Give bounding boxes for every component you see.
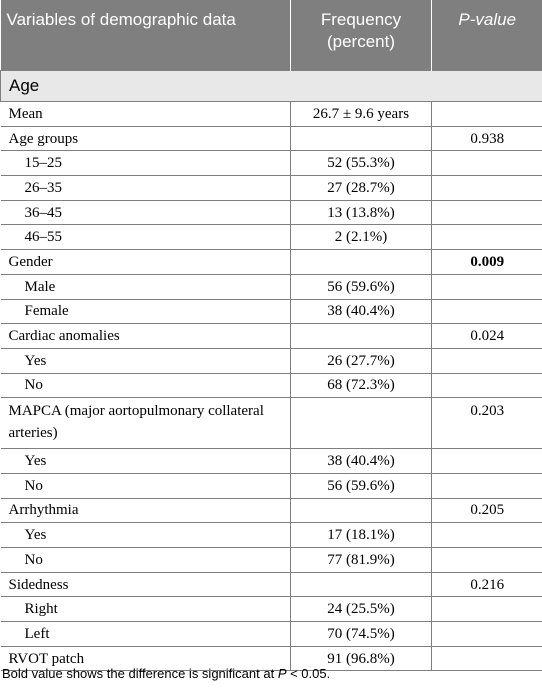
row-frequency — [291, 324, 432, 349]
footnote-text: Bold value shows the difference is significant at P < 0.05. — [2, 666, 331, 681]
row-frequency: 77 (81.9%) — [291, 548, 432, 573]
table-row — [1, 126, 542, 151]
row-frequency — [291, 498, 432, 523]
row-p-value — [432, 274, 542, 299]
row-p-value — [432, 151, 542, 176]
row-label: Sidedness — [1, 572, 291, 597]
row-label: 46–55 — [1, 225, 291, 250]
row-p-value — [432, 449, 542, 474]
row-p-value: 0.205 — [432, 498, 542, 523]
table-header-row — [1, 0, 542, 71]
table-row — [1, 274, 542, 299]
row-label: Yes — [1, 348, 291, 373]
row-frequency: 70 (74.5%) — [291, 622, 432, 647]
table-row — [1, 250, 542, 275]
row-p-value — [432, 646, 542, 671]
row-label: No — [1, 473, 291, 498]
row-label: No — [1, 373, 291, 398]
row-label: No — [1, 548, 291, 573]
row-p-value: 0.216 — [432, 572, 542, 597]
table-row — [1, 176, 542, 201]
row-p-value: 0.938 — [432, 126, 542, 151]
row-frequency: 26.7 ± 9.6 years — [291, 102, 432, 127]
row-p-value — [432, 373, 542, 398]
row-p-value — [432, 299, 542, 324]
row-p-value — [432, 225, 542, 250]
row-frequency: 13 (13.8%) — [291, 200, 432, 225]
row-label: Yes — [1, 449, 291, 474]
row-label: 15–25 — [1, 151, 291, 176]
row-frequency — [291, 572, 432, 597]
row-label: Male — [1, 274, 291, 299]
row-frequency: 26 (27.7%) — [291, 348, 432, 373]
row-p-value — [432, 200, 542, 225]
table-row — [1, 151, 542, 176]
table-row — [1, 449, 542, 474]
row-p-value: 0.024 — [432, 324, 542, 349]
row-frequency — [291, 126, 432, 151]
table-row — [1, 548, 542, 573]
row-label: Right — [1, 597, 291, 622]
table-row — [1, 597, 542, 622]
row-frequency: 17 (18.1%) — [291, 523, 432, 548]
row-frequency: 56 (59.6%) — [291, 274, 432, 299]
row-label: 36–45 — [1, 200, 291, 225]
row-frequency: 68 (72.3%) — [291, 373, 432, 398]
row-frequency: 56 (59.6%) — [291, 473, 432, 498]
row-label: Age groups — [1, 126, 291, 151]
table-footnote — [2, 666, 330, 681]
row-p-value — [432, 523, 542, 548]
table-row — [1, 523, 542, 548]
row-label: Gender — [1, 250, 291, 275]
row-frequency: 38 (40.4%) — [291, 299, 432, 324]
row-label: Yes — [1, 523, 291, 548]
row-p-value — [432, 102, 542, 127]
table-row — [1, 200, 542, 225]
row-label: Mean — [1, 102, 291, 127]
row-frequency: 24 (25.5%) — [291, 597, 432, 622]
row-p-value — [432, 348, 542, 373]
row-frequency — [291, 250, 432, 275]
row-p-value — [432, 548, 542, 573]
row-p-value: 0.009 — [432, 250, 542, 275]
row-label: Arrhythmia — [1, 498, 291, 523]
table-row — [1, 373, 542, 398]
row-frequency: 38 (40.4%) — [291, 449, 432, 474]
row-p-value — [432, 176, 542, 201]
header-variables: Variables of demographic data — [1, 0, 291, 71]
row-label: 26–35 — [1, 176, 291, 201]
table-row — [1, 299, 542, 324]
row-label: Female — [1, 299, 291, 324]
table-row — [1, 572, 542, 597]
row-label: Left — [1, 622, 291, 647]
section-row-age — [1, 71, 542, 102]
section-title: Age — [1, 71, 542, 102]
table-row — [1, 498, 542, 523]
table-row — [1, 324, 542, 349]
row-label: Cardiac anomalies — [1, 324, 291, 349]
row-p-value: 0.203 — [432, 398, 542, 449]
table-row — [1, 102, 542, 127]
table-row — [1, 398, 542, 449]
row-label: RVOT patch — [1, 646, 291, 671]
row-frequency — [291, 398, 432, 449]
row-label: MAPCA (major aortopulmonary collateral arteries) — [1, 398, 291, 449]
table-row — [1, 225, 542, 250]
row-p-value — [432, 622, 542, 647]
row-frequency: 2 (2.1%) — [291, 225, 432, 250]
table-row — [1, 473, 542, 498]
header-frequency: Frequency (percent) — [291, 0, 432, 71]
row-frequency: 52 (55.3%) — [291, 151, 432, 176]
row-p-value — [432, 597, 542, 622]
row-frequency: 91 (96.8%) — [291, 646, 432, 671]
table-row — [1, 348, 542, 373]
table-row — [1, 622, 542, 647]
row-frequency: 27 (28.7%) — [291, 176, 432, 201]
row-p-value — [432, 473, 542, 498]
header-p-value: P-value — [432, 0, 542, 71]
